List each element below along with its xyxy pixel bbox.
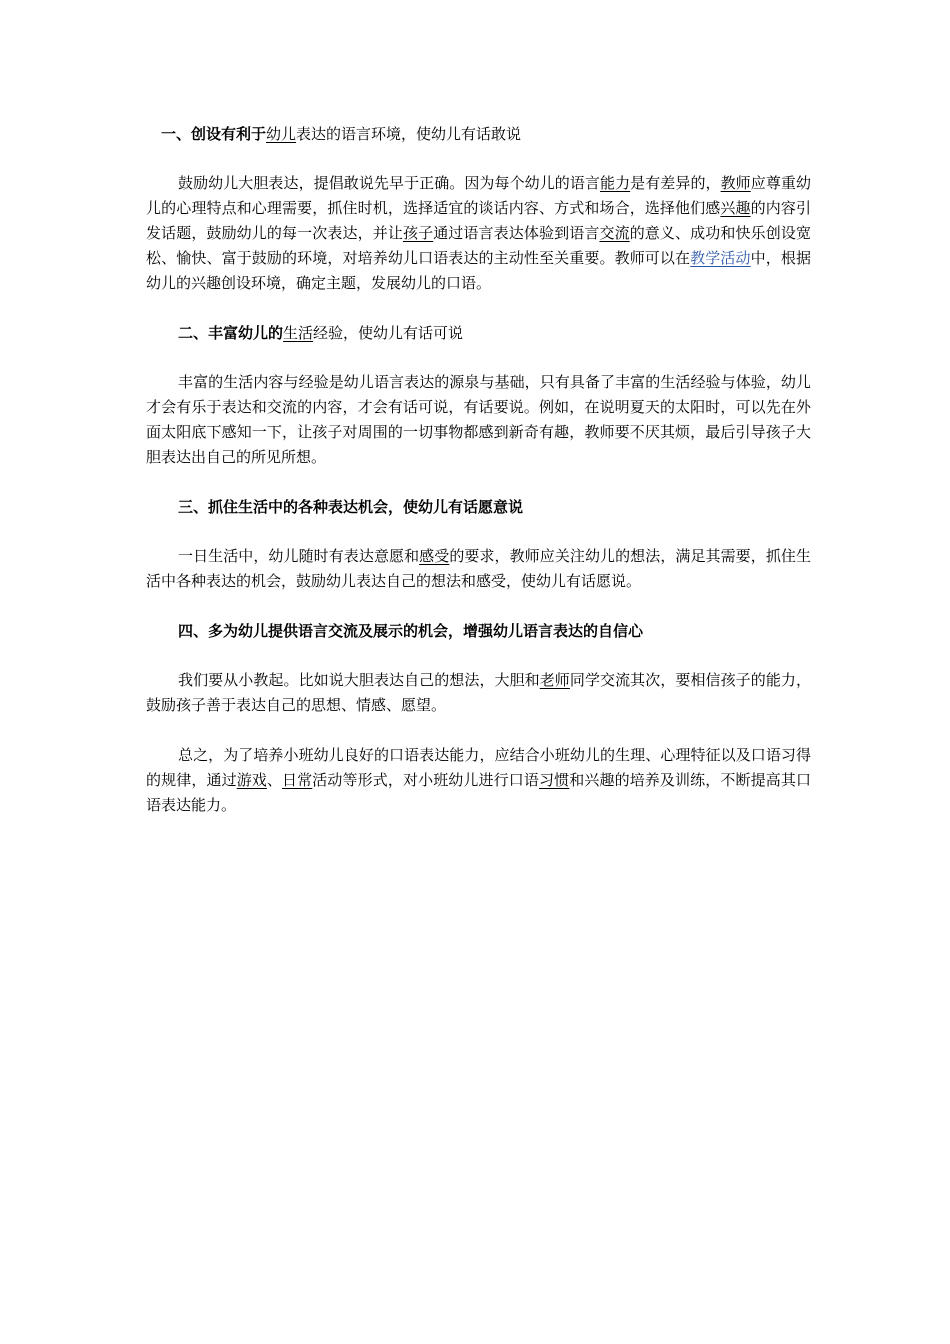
text-run: 中，根据幼儿的兴趣创设环境，确定主题，发展幼儿的口语。 [146, 249, 811, 292]
link-xingqu[interactable]: 兴趣 [720, 199, 751, 217]
link-xiguan[interactable]: 习惯 [539, 771, 570, 789]
text-run: 的意义、成功和快乐创设宽松、愉快、富于鼓励的环境，对培养幼儿口语表达的主动性至关重要。教师可以在 [146, 224, 811, 267]
section-1-paragraph [146, 171, 811, 296]
section-2-heading-post: 经验，使幼儿有话可说 [313, 324, 464, 342]
text-run: 和兴趣的培养及训练，不断提高其口语表达能力。 [146, 771, 811, 814]
section-3-paragraph [146, 544, 811, 594]
section-3-heading: 三、抓住生活中的各种表达机会，使幼儿有话愿意说 [178, 498, 524, 516]
section-4-paragraph [146, 668, 811, 718]
link-jiaoshi[interactable]: 教师 [720, 174, 751, 192]
text-run: 总之，为了培养小班幼儿良好的口语表达能力，应结合小班幼儿的生理、心理特征以及口语习得的规律，通过 [146, 746, 811, 789]
link-ganshou[interactable]: 感受 [419, 547, 450, 565]
link-jiaoxue-huodong[interactable]: 教学活动 [690, 249, 751, 267]
text-run: 同学交流其次，要相信孩子的能力，鼓励孩子善于表达自己的思想、情感、愿望。 [146, 671, 811, 714]
text-run: 、 [266, 771, 283, 789]
text-run: 的要求，教师应关注幼儿的想法，满足其需要，抓住生活中各种表达的机会，鼓励幼儿表达自己的想法和感受，使幼儿有话愿说。 [146, 547, 811, 590]
section-2-heading-pre: 二、丰富幼儿的 [178, 324, 284, 342]
section-2-heading [146, 321, 811, 346]
section-1-heading [146, 122, 811, 147]
text-run: 鼓励幼儿大胆表达，提倡敢说先早于正确。因为每个幼儿的语言 [178, 174, 600, 192]
text-run: 应尊重幼儿的心理特点和心理需要，抓住时机，选择适宜的谈话内容、方式和场合，选择他们感 [146, 174, 811, 217]
link-nengli[interactable]: 能力 [600, 174, 631, 192]
text-run: 一日生活中，幼儿随时有表达意愿和 [178, 547, 420, 565]
conclusion-paragraph [146, 743, 811, 818]
section-2-paragraph: 丰富的生活内容与经验是幼儿语言表达的源泉与基础，只有具备了丰富的生活经验与体验，幼儿才会有乐于表达和交流的内容，才会有话可说，有话要说。例如，在说明夏天的太阳时，可以先在外面太阳底下感知一下，让孩子对周围的一切事物都感到新奇有趣，教师要不厌其烦，最后引导孩子大胆表达出自己的所见所想。 [146, 373, 811, 466]
link-youxi[interactable]: 游戏 [236, 771, 267, 789]
text-run: 活动等形式，对小班幼儿进行口语 [312, 771, 539, 789]
article-body [146, 122, 811, 818]
link-youer[interactable]: 幼儿 [266, 125, 297, 143]
text-run: 的内容引发话题，鼓励幼儿的每一次表达，并让 [146, 199, 811, 242]
text-run: 是有差异的， [630, 174, 721, 192]
link-jiaoliu[interactable]: 交流 [599, 224, 630, 242]
link-laoshi[interactable]: 老师 [539, 671, 570, 689]
link-haizi[interactable]: 孩子 [402, 224, 434, 242]
section-1-heading-post: 表达的语言环境，使幼儿有话敢说 [296, 125, 522, 143]
text-run: 我们要从小教起。比如说大胆表达自己的想法，大胆和 [178, 671, 540, 689]
link-shenghuo[interactable]: 生活 [283, 324, 314, 342]
section-4-heading: 四、多为幼儿提供语言交流及展示的机会，增强幼儿语言表达的自信心 [178, 622, 644, 640]
text-run: 通过语言表达体验到语言 [433, 224, 600, 242]
section-1-heading-pre: 一、创设有利于 [161, 125, 267, 143]
link-richang[interactable]: 日常 [282, 771, 313, 789]
